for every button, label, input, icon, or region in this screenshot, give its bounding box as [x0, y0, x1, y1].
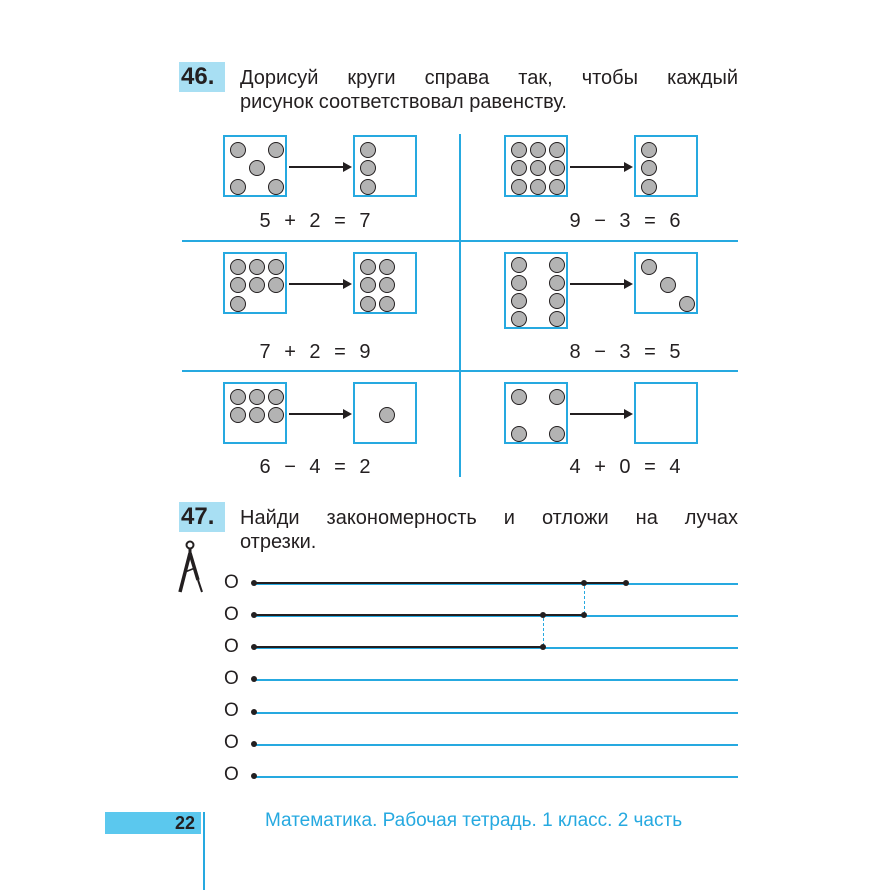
equation: 4 + 0 = 4 [569, 456, 683, 478]
ray-origin-point [251, 644, 257, 650]
circle [230, 407, 246, 423]
ray-origin-label: O [224, 636, 239, 657]
arrow-icon [570, 283, 631, 285]
page-margin-line [203, 812, 205, 890]
circle [230, 389, 246, 405]
compass-icon [176, 540, 206, 596]
circle [549, 275, 565, 291]
circle [230, 179, 246, 195]
circle [660, 277, 676, 293]
footer-title: Математика. Рабочая тетрадь. 1 класс. 2 часть [265, 810, 683, 831]
circle [549, 311, 565, 327]
circle [249, 389, 265, 405]
ray-origin-label: O [224, 668, 239, 689]
left-box [223, 252, 287, 314]
circle [549, 179, 565, 195]
circle [360, 277, 376, 293]
ray-line[interactable] [256, 776, 738, 778]
ray-line[interactable] [256, 744, 738, 746]
circle [549, 389, 565, 405]
circle [679, 296, 695, 312]
circle [249, 277, 265, 293]
task-47-number: 47. [179, 502, 225, 532]
right-box [634, 135, 698, 197]
circle [511, 142, 527, 158]
ray-origin-point [251, 612, 257, 618]
ray-origin-label: O [224, 732, 239, 753]
circle [511, 293, 527, 309]
grid-divider-horizontal-1 [182, 240, 738, 242]
circle [379, 277, 395, 293]
circle [549, 293, 565, 309]
left-box [223, 135, 287, 197]
ray-origin-point [251, 676, 257, 682]
circle [641, 259, 657, 275]
circle [511, 389, 527, 405]
circle [360, 160, 376, 176]
right-box [634, 252, 698, 314]
circle [530, 142, 546, 158]
arrow-icon [570, 413, 631, 415]
circle [511, 426, 527, 442]
equation: 5 + 2 = 7 [259, 210, 373, 232]
ray-origin-label: O [224, 604, 239, 625]
circle [379, 296, 395, 312]
task-47-text [240, 506, 738, 554]
right-box [353, 382, 417, 444]
circle [249, 407, 265, 423]
circle [530, 179, 546, 195]
circle [511, 311, 527, 327]
circle [549, 142, 565, 158]
circle [268, 389, 284, 405]
task-47-line-1: Найди закономерность и отложи на лучах [240, 507, 738, 529]
right-box [353, 252, 417, 314]
arrow-icon [289, 166, 350, 168]
task-46-line-1: Дорисуй круги справа так, чтобы каждый [240, 67, 738, 89]
segment-end-point [581, 612, 587, 618]
guide-line [543, 618, 544, 646]
circle [641, 142, 657, 158]
ray-origin-label: O [224, 700, 239, 721]
circle [549, 257, 565, 273]
equation: 6 − 4 = 2 [259, 456, 373, 478]
arrow-icon [289, 283, 350, 285]
guide-line [584, 586, 585, 614]
circle [641, 179, 657, 195]
task-46-text [240, 66, 738, 114]
ray-line[interactable] [256, 679, 738, 681]
circle [549, 160, 565, 176]
segment [254, 646, 544, 648]
ray-origin-point [251, 709, 257, 715]
segment-end-point [540, 644, 546, 650]
circle [268, 179, 284, 195]
circle [360, 259, 376, 275]
circle [230, 142, 246, 158]
segment [254, 614, 584, 616]
circle [268, 259, 284, 275]
circle [511, 160, 527, 176]
arrow-icon [289, 413, 350, 415]
equation: 8 − 3 = 5 [569, 341, 683, 363]
circle [530, 160, 546, 176]
circle [230, 296, 246, 312]
task-47-line-2: отрезки. [240, 531, 317, 553]
equation: 9 − 3 = 6 [569, 210, 683, 232]
ray-origin-label: O [224, 572, 239, 593]
left-box [504, 382, 568, 444]
circle [511, 257, 527, 273]
circle [249, 259, 265, 275]
equation: 7 + 2 = 9 [259, 341, 373, 363]
page-number: 22 [105, 812, 201, 834]
circle [268, 407, 284, 423]
right-box [353, 135, 417, 197]
task-46-number: 46. [179, 62, 225, 92]
grid-divider-vertical [459, 134, 461, 477]
arrow-icon [570, 166, 631, 168]
ray-origin-point [251, 773, 257, 779]
circle [360, 296, 376, 312]
grid-divider-horizontal-2 [182, 370, 738, 372]
segment-end-point [623, 580, 629, 586]
left-box [504, 252, 568, 329]
circle [549, 426, 565, 442]
circle [379, 407, 395, 423]
segment [254, 582, 626, 584]
circle [249, 160, 265, 176]
ray-origin-point [251, 580, 257, 586]
ray-line[interactable] [256, 712, 738, 714]
circle [360, 179, 376, 195]
circle [379, 259, 395, 275]
left-box [223, 382, 287, 444]
left-box [504, 135, 568, 197]
circle [268, 277, 284, 293]
circle [641, 160, 657, 176]
task-46-line-2: рисунок соответствовал равенству. [240, 91, 567, 113]
circle [230, 277, 246, 293]
circle [230, 259, 246, 275]
circle [268, 142, 284, 158]
ray-origin-point [251, 741, 257, 747]
circle [511, 275, 527, 291]
circle [511, 179, 527, 195]
right-box[interactable] [634, 382, 698, 444]
circle [360, 142, 376, 158]
ray-origin-label: O [224, 764, 239, 785]
